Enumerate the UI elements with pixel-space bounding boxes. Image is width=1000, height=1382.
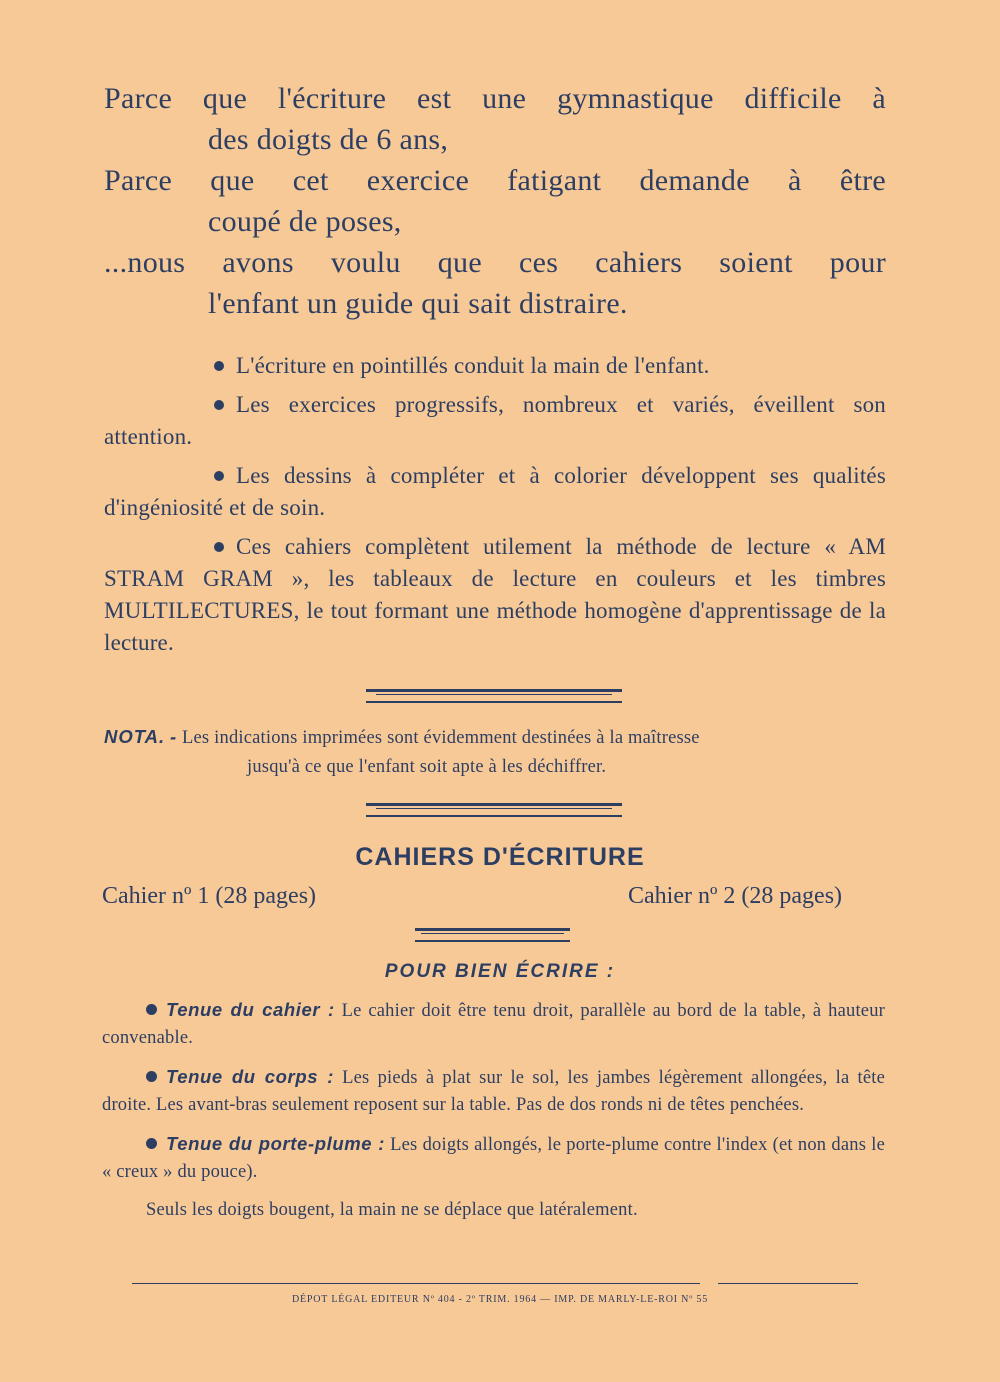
nota-line-2: jusqu'à ce que l'enfant soit apte à les déchiffrer. (247, 757, 607, 777)
list-item-text: Les dessins à compléter et à colorier développent ses qualités d'ingéniosité et de soin. (104, 463, 886, 520)
list-item (102, 996, 885, 1052)
divider (415, 928, 570, 942)
nota-dash: - (170, 726, 178, 747)
bullet-icon (214, 542, 224, 552)
tip-label: Tenue du porte-plume : (166, 1133, 385, 1154)
intro-line: ...nous avons voulu que ces cahiers soient pour (104, 246, 886, 279)
list-item (102, 1130, 885, 1186)
intro-line: des doigts de 6 ans, (208, 123, 449, 156)
legal-footer: DÉPOT LÉGAL EDITEUR Nº 404 - 2º TRIM. 1964 — IMP. DE MARLY-LE-ROI Nº 55 (291, 1294, 708, 1305)
bullet-icon (214, 471, 224, 481)
tip-label: Tenue du cahier : (166, 999, 335, 1020)
nota-label: NOTA. (104, 726, 166, 747)
nota-text: Les indications imprimées sont évidemment destinées à la maîtresse (182, 728, 700, 748)
list-item (104, 350, 886, 382)
intro-text (104, 78, 886, 324)
bullet-icon (214, 400, 224, 410)
intro-line: l'enfant un guide qui sait distraire. (208, 287, 628, 320)
section-title: POUR BIEN ÉCRIRE : (384, 961, 616, 982)
list-item (104, 531, 886, 659)
divider (366, 689, 622, 703)
list-item (104, 389, 886, 453)
bullet-icon (146, 1138, 157, 1149)
bullet-icon (214, 361, 224, 371)
tip-label: Tenue du corps : (166, 1066, 334, 1087)
tip-text: Le cahier doit être tenu droit, parallèle au bord de la table, à hauteur convenable. (102, 1001, 886, 1048)
cahier-2-label: Cahier nº 2 (28 pages) (628, 883, 843, 909)
footer-rule (718, 1283, 858, 1284)
intro-line: Parce que l'écriture est une gymnastique difficile à (104, 82, 886, 115)
tip-text: Les pieds à plat sur le sol, les jambes légèrement allongées, la tête droite. Les avant-bras seulement reposent sur la table. Pas de dos ronds ni de têtes penchées. (102, 1068, 886, 1115)
intro-line: coupé de poses, (208, 205, 402, 238)
divider (366, 803, 622, 817)
list-item (104, 460, 886, 524)
nota-line-1 (104, 722, 886, 753)
footer-rule (132, 1283, 700, 1284)
nota-note (104, 722, 886, 782)
closing-note: Seuls les doigts bougent, la main ne se déplace que latéralement. (146, 1200, 638, 1220)
bullet-icon (146, 1004, 157, 1015)
list-item-text: Les exercices progressifs, nombreux et variés, éveillent son attention. (104, 392, 886, 449)
cahier-1-label: Cahier nº 1 (28 pages) (102, 883, 317, 909)
bullet-icon (146, 1071, 157, 1082)
writing-tips (102, 996, 885, 1235)
intro-line: Parce que cet exercice fatigant demande à être (104, 164, 886, 197)
list-item-text: Ces cahiers complètent utilement la méthode de lecture « AM STRAM GRAM », les tableaux de lecture en couleurs et les timbres MULTILECTURES, le tout formant une méthode homogène d'apprentissage de la lecture. (104, 534, 886, 655)
tip-text: Les doigts allongés, le porte-plume contre l'index (et non dans le « creux » du pouce). (102, 1135, 885, 1182)
feature-list (104, 350, 886, 666)
list-item (102, 1063, 885, 1119)
section-title: CAHIERS D'ÉCRITURE (355, 843, 645, 871)
list-item-text: L'écriture en pointillés conduit la main de l'enfant. (236, 353, 710, 378)
